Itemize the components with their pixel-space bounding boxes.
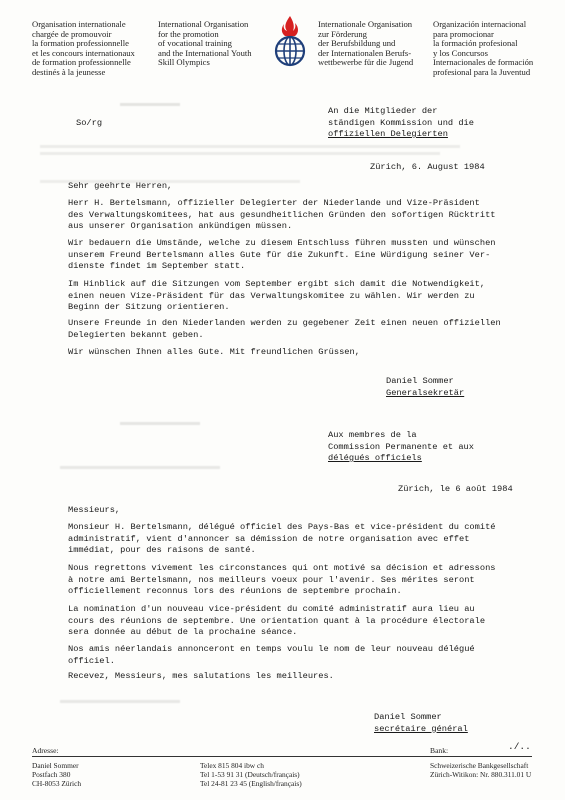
recipient-block-french bbox=[328, 430, 474, 465]
letterhead-line: destinés à la jeunesse bbox=[32, 66, 106, 77]
text-line: Im Hinblick auf die Sitzungen vom September ergibt sich damit die Notwendigkeit, bbox=[68, 279, 486, 289]
footer-bank bbox=[430, 761, 531, 779]
bleed-through-mark bbox=[40, 145, 460, 148]
text-line: Delegierten bekannt geben. bbox=[68, 329, 204, 340]
letterhead-line: profesional para la Juventud bbox=[433, 66, 531, 77]
bleed-through-mark bbox=[120, 422, 200, 425]
text-line: immédiat, pour des raisons de santé. bbox=[68, 545, 256, 556]
letterhead-spanish bbox=[433, 20, 533, 78]
paragraph-german-5 bbox=[68, 347, 360, 359]
letterhead-line: Organisation internationale bbox=[32, 19, 126, 29]
date-french: Zürich, le 6 août 1984 bbox=[398, 484, 513, 494]
text-line: einen neuen Vize-Präsident für das Verwaltungskomitee zu wählen. Wir werden zu bbox=[68, 290, 475, 301]
footer-line: Tel 24-81 23 45 (English/français) bbox=[200, 779, 302, 788]
paragraph-french-3 bbox=[68, 604, 485, 639]
letterhead-line: de formation professionnelle bbox=[32, 57, 131, 68]
letterhead-line: International Organisation bbox=[158, 19, 249, 29]
footer-line: Postfach 380 bbox=[32, 770, 71, 779]
text-line: administratif, vient d'annoncer sa démission de notre organisation avec effet bbox=[68, 533, 470, 544]
letterhead-german bbox=[318, 20, 413, 68]
letterhead-line: la formation professionnelle bbox=[32, 38, 129, 49]
text-line: aus unserer Organisation ankündigen müssen. bbox=[68, 221, 293, 232]
footer-address bbox=[32, 761, 81, 788]
text-line: cours des réunions de septembre. Une orientation quant à la procédure électorale bbox=[68, 615, 486, 626]
letterhead-line: et les concours internationaux bbox=[32, 47, 135, 58]
signatory-name: Daniel Sommer bbox=[374, 712, 442, 722]
letterhead-line: for the promotion bbox=[158, 28, 219, 39]
text-line: Unsere Freunde in den Niederlanden werden zu gegebener Zeit einen neuen offiziellen bbox=[68, 318, 501, 328]
text-line: Nous regrettons vivement les circonstances qui ont motivé sa décision et adressons bbox=[68, 563, 496, 573]
text-line: Herr H. Bertelsmann, offizieller Delegierter der Niederlande und Vize-Präsident bbox=[68, 198, 480, 208]
letterhead-line: chargée de promouvoir bbox=[32, 28, 112, 39]
paragraph-german-2 bbox=[68, 238, 496, 273]
signatory-title: Generalsekretär bbox=[386, 387, 465, 398]
text-line: des Verwaltungskomitees, hat aus gesundheitlichen Gründen den sofortigen Rücktritt bbox=[68, 209, 496, 220]
text-line: unserem Freund Bertelsmann alles Gute für die Zukunft. Eine Würdigung seiner Ver- bbox=[68, 249, 491, 260]
recipient-line: Aux membres de la bbox=[328, 430, 417, 440]
footer-divider bbox=[32, 756, 532, 757]
text-line: officiellement reconnus lors des réunions de septembre prochain. bbox=[68, 586, 402, 597]
letterhead-line: der Internationalen Berufs- bbox=[318, 47, 412, 58]
letterhead-line: Organización internacional bbox=[433, 19, 527, 29]
letterhead-line: wettbewerbe für die Jugend bbox=[318, 57, 414, 68]
text-line: Recevez, Messieurs, mes salutations les meilleures. bbox=[68, 671, 334, 681]
footer-line: Schweizerische Bankgesellschaft bbox=[430, 761, 529, 770]
recipient-block-german bbox=[328, 106, 474, 141]
text-line: sera donnée au début de la prochaine séance. bbox=[68, 627, 298, 638]
letterhead-line: para promocionar bbox=[433, 28, 494, 39]
footer-line: Tel 1-53 91 31 (Deutsch/français) bbox=[200, 770, 300, 779]
letterhead-line: Skill Olympics bbox=[158, 57, 210, 68]
paragraph-french-2 bbox=[68, 563, 496, 598]
footer-line: Zürich-Witikon: Nr. 880.311.01 U bbox=[430, 770, 532, 779]
letterhead-french bbox=[32, 20, 135, 78]
salutation-french: Messieurs, bbox=[68, 505, 121, 515]
signatory-title: secrétaire général bbox=[374, 723, 468, 734]
bank-label: Bank: bbox=[430, 746, 449, 755]
paragraph-german-3 bbox=[68, 279, 485, 314]
letterhead-line: Internationale Organisation bbox=[318, 19, 413, 29]
bleed-through-mark bbox=[40, 152, 440, 155]
paragraph-french-5 bbox=[68, 671, 334, 683]
paragraph-german-4 bbox=[68, 318, 501, 341]
recipient-line: ständigen Kommission und die bbox=[328, 117, 474, 128]
text-line: Wir bedauern die Umstände, welche zu diesem Entschluss führen mussten und wünschen bbox=[68, 238, 496, 248]
footer-line: CH-8053 Zürich bbox=[32, 779, 82, 788]
footer-line: Telex 815 804 ibw ch bbox=[200, 761, 264, 770]
paragraph-german-1 bbox=[68, 198, 496, 233]
bleed-through-mark bbox=[60, 466, 220, 469]
text-line: à notre ami Bertelsmann, nos meilleurs voeux pour l'avenir. Ses mérites seront bbox=[68, 574, 475, 585]
text-line: Beginn der Sitzung orientieren. bbox=[68, 302, 230, 313]
text-line: officiel. bbox=[68, 655, 115, 666]
date-german: Zürich, 6. August 1984 bbox=[370, 162, 485, 172]
signature-german bbox=[386, 376, 464, 399]
recipient-line: délégués officiels bbox=[328, 453, 422, 463]
recipient-line: offiziellen Delegierten bbox=[328, 129, 448, 139]
continuation-mark: ./.. bbox=[508, 741, 531, 752]
recipient-line: Commission Permanente et aux bbox=[328, 441, 474, 452]
paragraph-french-4 bbox=[68, 644, 475, 667]
letterhead-line: of vocational training bbox=[158, 38, 232, 49]
bleed-through-mark bbox=[60, 700, 180, 703]
footer-contact bbox=[200, 761, 302, 788]
reference-code: So/rg bbox=[76, 118, 103, 128]
signatory-name: Daniel Sommer bbox=[386, 376, 454, 386]
text-line: Wir wünschen Ihnen alles Gute. Mit freundlichen Grüssen, bbox=[68, 347, 360, 357]
letterhead-line: and the International Youth bbox=[158, 47, 252, 58]
letterhead-line: der Berufsbildung und bbox=[318, 38, 396, 49]
letterhead-line: zur Förderung bbox=[318, 28, 367, 39]
letterhead-line: y los Concursos bbox=[433, 47, 488, 58]
bleed-through-mark bbox=[120, 103, 180, 106]
text-line: La nomination d'un nouveau vice-président du comité administratif aura lieu au bbox=[68, 604, 475, 614]
text-line: dienste findet im September statt. bbox=[68, 261, 246, 272]
letterhead-line: la formación profesional bbox=[433, 38, 518, 49]
text-line: Monsieur H. Bertelsmann, délégué officiel des Pays-Bas et vice-président du comité bbox=[68, 522, 496, 532]
globe-flame-emblem-icon bbox=[270, 14, 310, 70]
paragraph-french-1 bbox=[68, 522, 496, 557]
recipient-line: An die Mitglieder der bbox=[328, 106, 438, 116]
salutation-german: Sehr geehrte Herren, bbox=[68, 181, 173, 191]
text-line: Nos amis néerlandais annonceront en temps voulu le nom de leur nouveau délégué bbox=[68, 644, 475, 654]
address-label: Adresse: bbox=[32, 746, 59, 755]
footer-line: Daniel Sommer bbox=[32, 761, 79, 770]
signature-french bbox=[374, 712, 468, 735]
letterhead-english bbox=[158, 20, 252, 68]
letterhead-line: Internacionales de formación bbox=[433, 57, 534, 68]
